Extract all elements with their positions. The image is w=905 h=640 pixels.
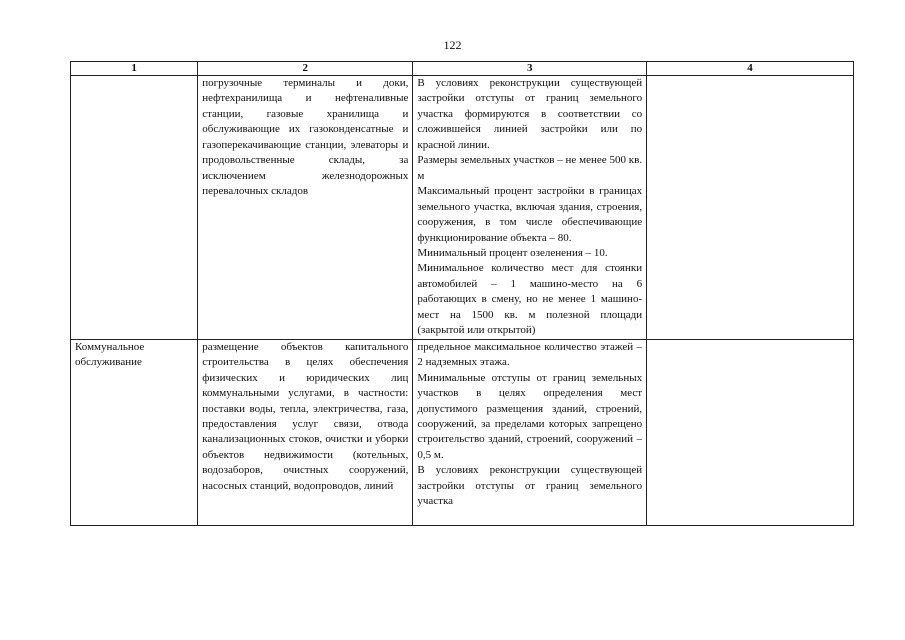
notes-cell	[647, 76, 854, 340]
table-row	[71, 76, 854, 340]
table-row	[71, 339, 854, 525]
page-number: 122	[443, 38, 462, 52]
use-type-cell: Коммунальное обслуживание	[71, 339, 198, 525]
use-type-cell	[71, 76, 198, 340]
column-header-3: 3	[413, 62, 647, 76]
regulations-table	[70, 61, 854, 526]
parameters-cell: В условиях реконструкции существующей застройки отступы от границ земельного участка формируются в соответствии со сложившейся линией застройки или по красной линии. Размеры земельных участков – не менее 500 кв. м Максимальный процент застройки в границах земельного участка, включая здания, строения, сооружения, в том числе обеспечивающие функционирование объекта – 80. Минимальный процент озеленения – 10. Минимальное количество мест для стоянки автомобилей – 1 машино-место на 6 работающих в смену, но не менее 1 машино-мест на 1500 кв. м полезной площади (закрытой или открытой)	[413, 76, 647, 340]
notes-cell	[647, 339, 854, 525]
use-description-cell: погрузочные терминалы и доки, нефтехранилища и нефтеналивные станции, газовые хранилища и обслуживающие их газоконденсатные и газоперекачивающие станции, элеваторы и продовольственные склады, за исключением железнодорожных перевалочных складов	[198, 76, 413, 340]
table-header-row	[71, 62, 854, 76]
parameters-cell: предельное максимальное количество этажей – 2 надземных этажа. Минимальные отступы от границ земельных участков в целях определения мест допустимого размещения зданий, строений, сооружений, за пределами которых запрещено строительство зданий, строений, сооружений – 0,5 м. В условиях реконструкции существующей застройки отступы от границ земельного участка	[413, 339, 647, 525]
column-header-4: 4	[647, 62, 854, 76]
column-header-2: 2	[198, 62, 413, 76]
use-description-cell: размещение объектов капитального строительства в целях обеспечения физических и юридических лиц коммунальными услугами, в частности: поставки воды, тепла, электричества, газа, предоставления услуг связи, отвода канализационных стоков, очистки и уборки объектов недвижимости (котельных, водозаборов, очистных сооружений, насосных станций, водопроводов, линий	[198, 339, 413, 525]
column-header-1: 1	[71, 62, 198, 76]
